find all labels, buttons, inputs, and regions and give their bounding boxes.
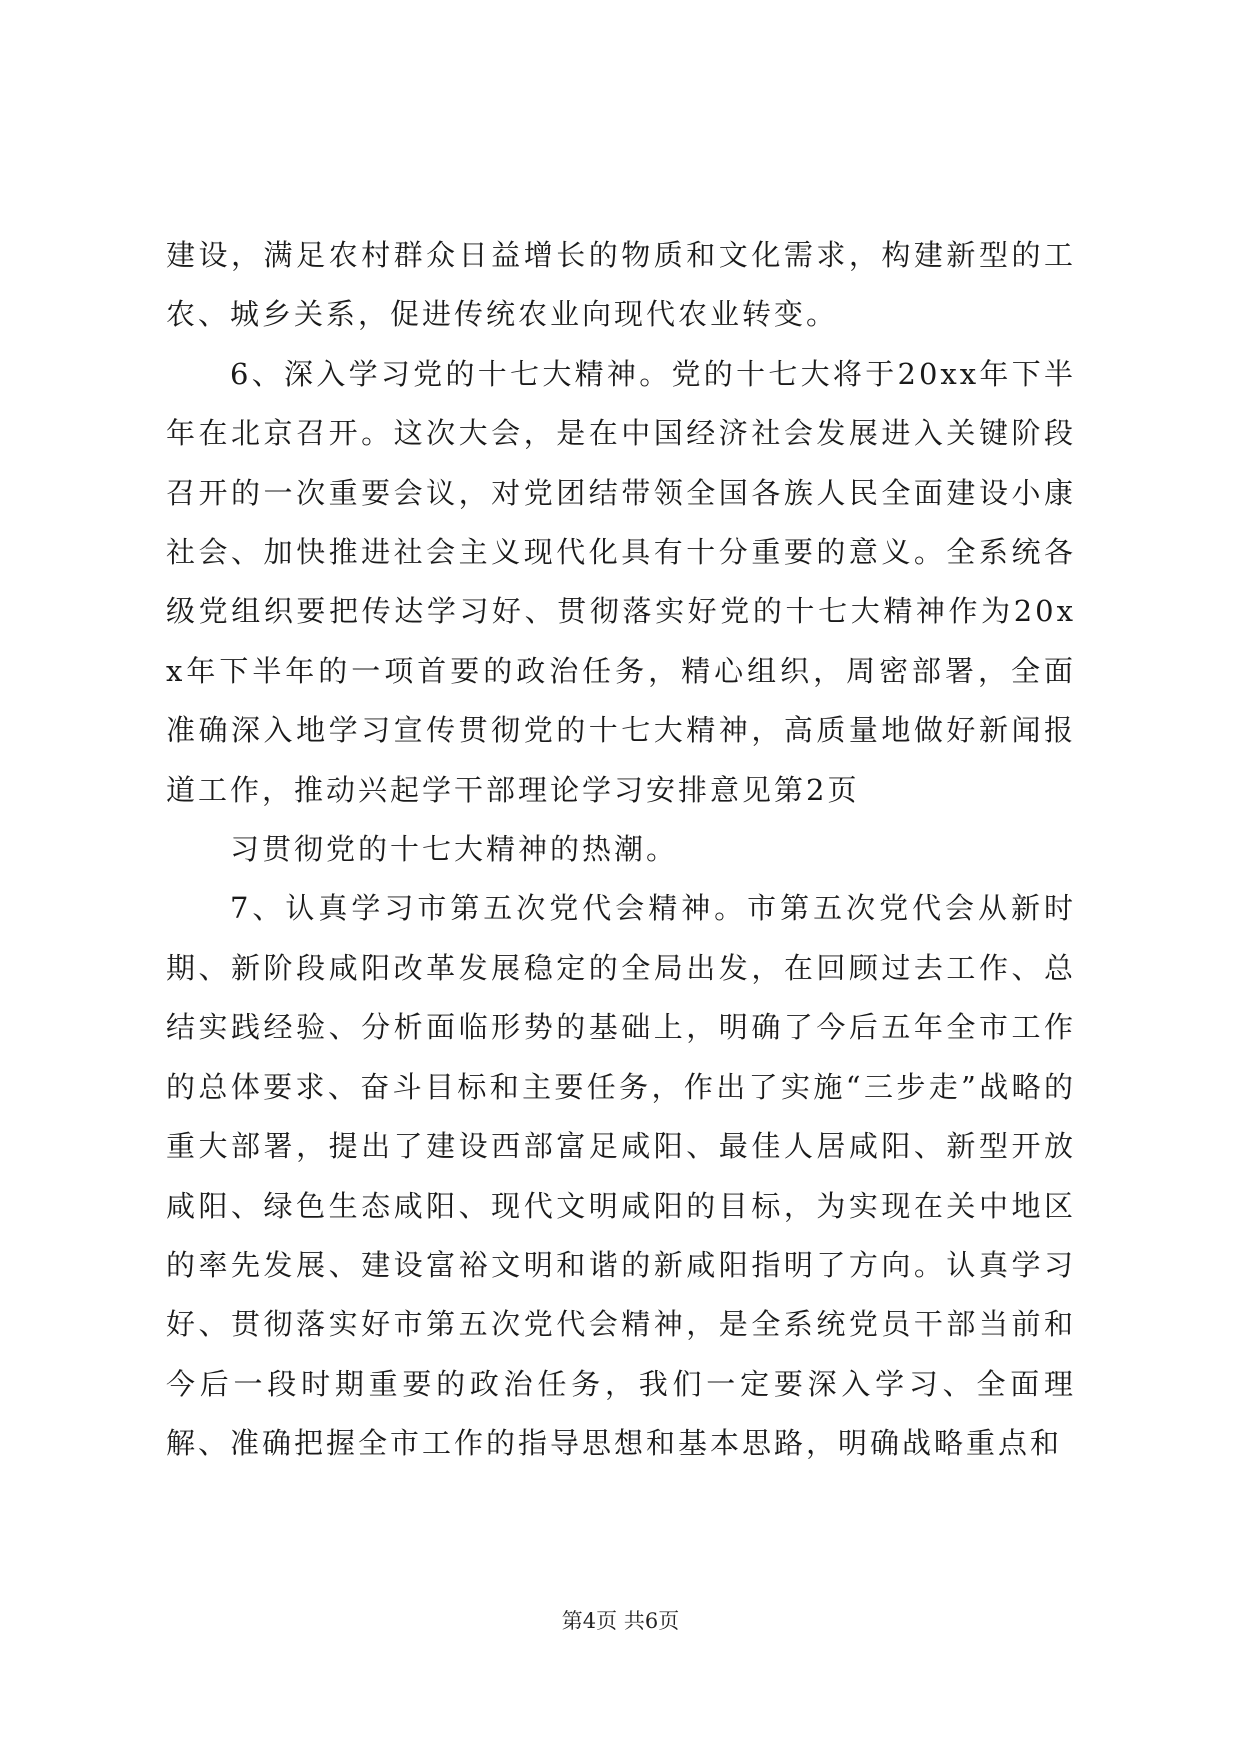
paragraph-item-6: 6、深入学习党的十七大精神。党的十七大将于20xx年下半年在北京召开。这次大会，是在中国经济社会发展进入关键阶段召开的一次重要会议，对党团结带领全国各族人民全面建设小康社会、加快推进社会主义现代化具有十分重要的意义。全系统各级党组织要把传达学习好、贯彻落实好党的十七大精神作为20xx年下半年的一项首要的政治任务，精心组织，周密部署，全面准确深入地学习宣传贯彻党的十七大精神，高质量地做好新闻报道工作，推动兴起学干部理论学习安排意见第2页 — [166, 356, 1076, 807]
page-footer — [0, 1605, 1241, 1635]
paragraph-continuation: 建设，满足农村群众日益增长的物质和文化需求，构建新型的工农、城乡关系，促进传统农业向现代农业转变。 — [166, 238, 1076, 332]
document-body — [166, 226, 1076, 1474]
paragraph-item-6-continued: 习贯彻党的十七大精神的热潮。 — [230, 832, 679, 867]
page-number-label: 第4页 共6页 — [561, 1609, 680, 1633]
paragraph-item-7: 7、认真学习市第五次党代会精神。市第五次党代会从新时期、新阶段咸阳改革发展稳定的全局出发，在回顾过去工作、总结实践经验、分析面临形势的基础上，明确了今后五年全市工作的总体要求、奋斗目标和主要任务，作出了实施“三步走”战略的重大部署，提出了建设西部富足咸阳、最佳人居咸阳、新型开放咸阳、绿色生态咸阳、现代文明咸阳的目标，为实现在关中地区的率先发展、建设富裕文明和谐的新咸阳指明了方向。认真学习好、贯彻落实好市第五次党代会精神，是全系统党员干部当前和今后一段时期重要的政治任务，我们一定要深入学习、全面理解、准确把握全市工作的指导思想和基本思路，明确战略重点和 — [166, 891, 1076, 1461]
